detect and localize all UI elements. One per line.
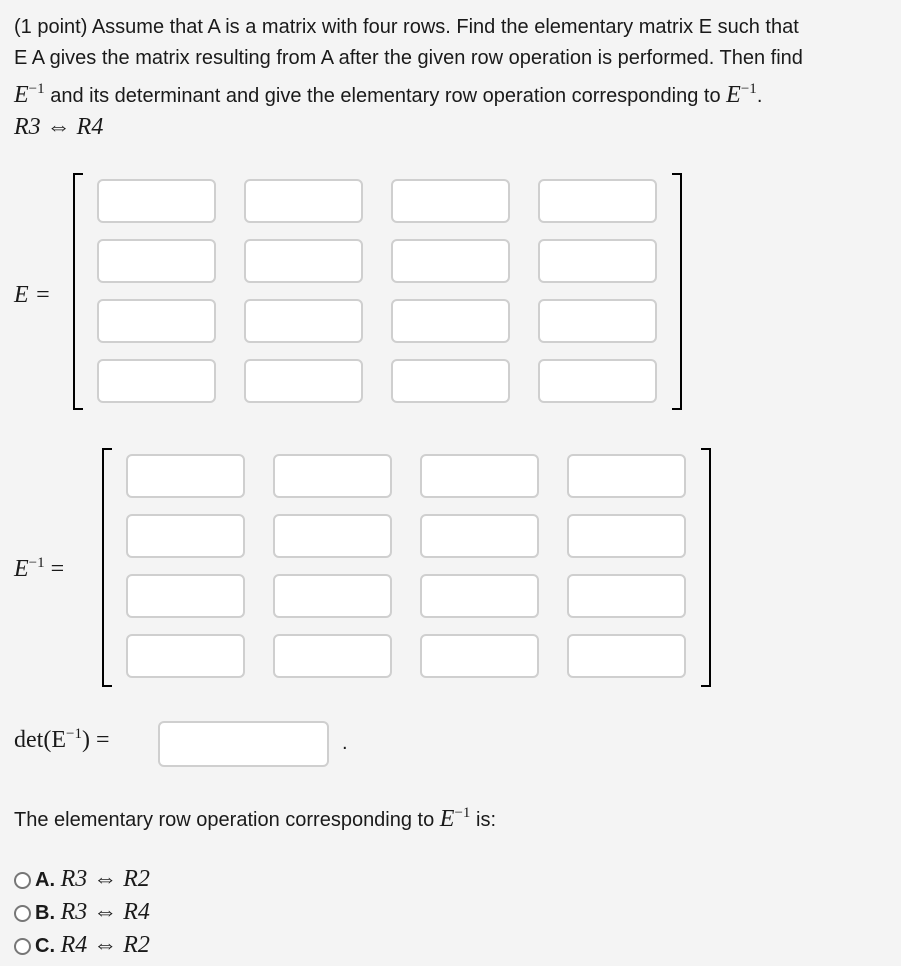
option-a[interactable]: A. R3 ⇔ R2 xyxy=(14,866,150,893)
e-cell-1-3[interactable] xyxy=(391,179,510,223)
det-label: $\det(E^{-1})$ = xyxy=(14,726,110,753)
e-cell-3-1[interactable] xyxy=(97,299,216,343)
e-cell-2-3[interactable] xyxy=(391,239,510,283)
einv-label: $E^{-1}$ = xyxy=(14,555,65,582)
e-cell-4-3[interactable] xyxy=(391,359,510,403)
row-operation: R3 ⇔ R4 xyxy=(14,114,104,140)
left-bracket xyxy=(73,173,83,410)
einv-cell-2-2[interactable] xyxy=(273,514,392,558)
einv-cell-2-1[interactable] xyxy=(126,514,245,558)
problem-text xyxy=(14,12,894,143)
e-cell-2-4[interactable] xyxy=(538,239,657,283)
radio-b[interactable] xyxy=(14,905,31,922)
option-b[interactable]: B. R3 ⇔ R4 xyxy=(14,899,150,926)
einv-cell-1-3[interactable] xyxy=(420,454,539,498)
e-cell-3-3[interactable] xyxy=(391,299,510,343)
problem-line-1: (1 point) Assume that A is a matrix with four rows. Find the elementary matrix E such that xyxy=(14,16,799,38)
einv-cell-1-2[interactable] xyxy=(273,454,392,498)
left-bracket xyxy=(102,448,112,687)
e-cell-4-1[interactable] xyxy=(97,359,216,403)
e-cell-2-1[interactable] xyxy=(97,239,216,283)
question-text: The elementary row operation corresponding to $E^{-1}$ is: xyxy=(14,805,496,832)
e-cell-4-4[interactable] xyxy=(538,359,657,403)
det-input[interactable] xyxy=(158,721,329,767)
right-bracket xyxy=(701,448,711,687)
einv-cell-4-2[interactable] xyxy=(273,634,392,678)
radio-a[interactable] xyxy=(14,872,31,889)
einv-cell-1-4[interactable] xyxy=(567,454,686,498)
problem-line-2: E A gives the matrix resulting from A after the given row operation is performed. Then find xyxy=(14,47,803,69)
einv-cell-2-3[interactable] xyxy=(420,514,539,558)
einv-cell-4-3[interactable] xyxy=(420,634,539,678)
einv-cell-3-4[interactable] xyxy=(567,574,686,618)
e-cell-4-2[interactable] xyxy=(244,359,363,403)
e-label: E = xyxy=(14,282,51,308)
period: . xyxy=(342,732,348,754)
einv-cell-1-1[interactable] xyxy=(126,454,245,498)
e-cell-1-1[interactable] xyxy=(97,179,216,223)
e-cell-2-2[interactable] xyxy=(244,239,363,283)
option-c[interactable]: C. R4 ⇔ R2 xyxy=(14,932,150,959)
einv-cell-2-4[interactable] xyxy=(567,514,686,558)
e-cell-1-2[interactable] xyxy=(244,179,363,223)
e-cell-3-2[interactable] xyxy=(244,299,363,343)
radio-c[interactable] xyxy=(14,938,31,955)
einv-cell-4-4[interactable] xyxy=(567,634,686,678)
einv-cell-3-2[interactable] xyxy=(273,574,392,618)
einv-cell-3-1[interactable] xyxy=(126,574,245,618)
einv-cell-3-3[interactable] xyxy=(420,574,539,618)
e-cell-3-4[interactable] xyxy=(538,299,657,343)
e-cell-1-4[interactable] xyxy=(538,179,657,223)
right-bracket xyxy=(672,173,682,410)
einv-cell-4-1[interactable] xyxy=(126,634,245,678)
problem-line-3: $E^{-1}$ and its determinant and give the elementary row operation corresponding to $E^{-1}$. xyxy=(14,81,763,108)
